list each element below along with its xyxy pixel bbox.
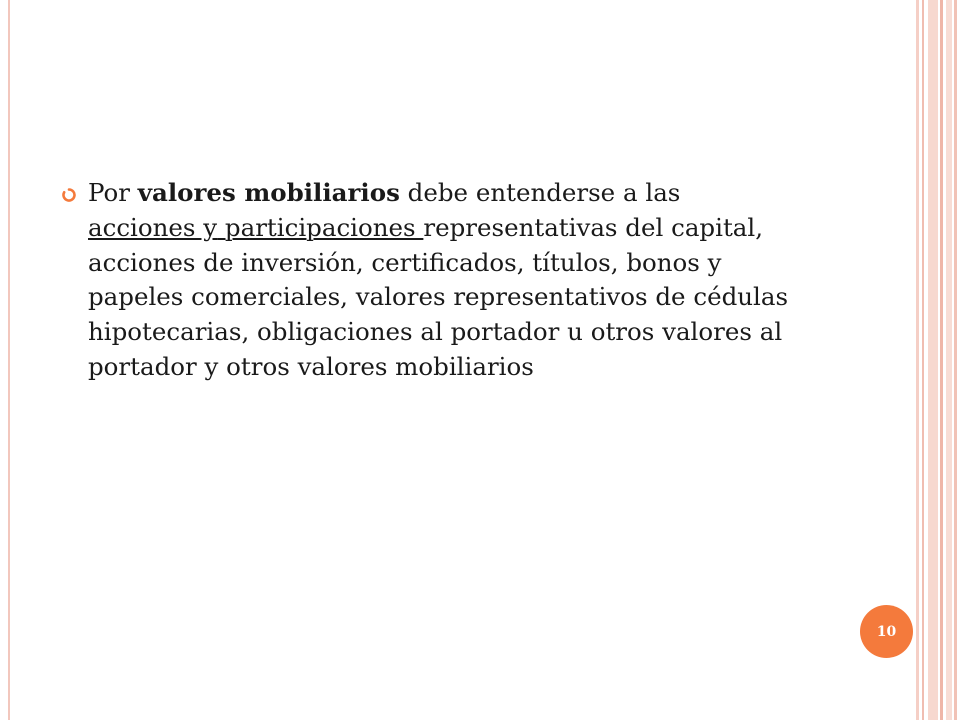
stripe (922, 0, 924, 720)
text-debe: debe entenderse a las (399, 178, 681, 207)
underlined-acciones: acciones y (88, 212, 218, 242)
slide-body (62, 176, 792, 385)
stripe (954, 0, 957, 720)
right-decorative-stripes (916, 0, 960, 720)
left-border-line (8, 0, 10, 720)
bullet-item (62, 176, 792, 385)
stripe (940, 0, 943, 720)
text-por: Por (88, 178, 138, 207)
stripe (946, 0, 952, 720)
bullet-ring-icon (62, 188, 76, 202)
bold-term: valores mobiliarios (137, 178, 400, 207)
page-number-badge: 10 (860, 605, 913, 658)
stripe (928, 0, 938, 720)
underlined-participaciones: participaciones (217, 212, 424, 242)
definition-paragraph (88, 176, 792, 385)
text-rest: representativas del capital, acciones de inversión, certificados, títulos, bonos y papeles comerciales, valores representativos de cédulas hipotecarias, obligaciones al portador u otros valores al portador y otros valores mobiliarios (88, 212, 789, 381)
stripe (916, 0, 919, 720)
